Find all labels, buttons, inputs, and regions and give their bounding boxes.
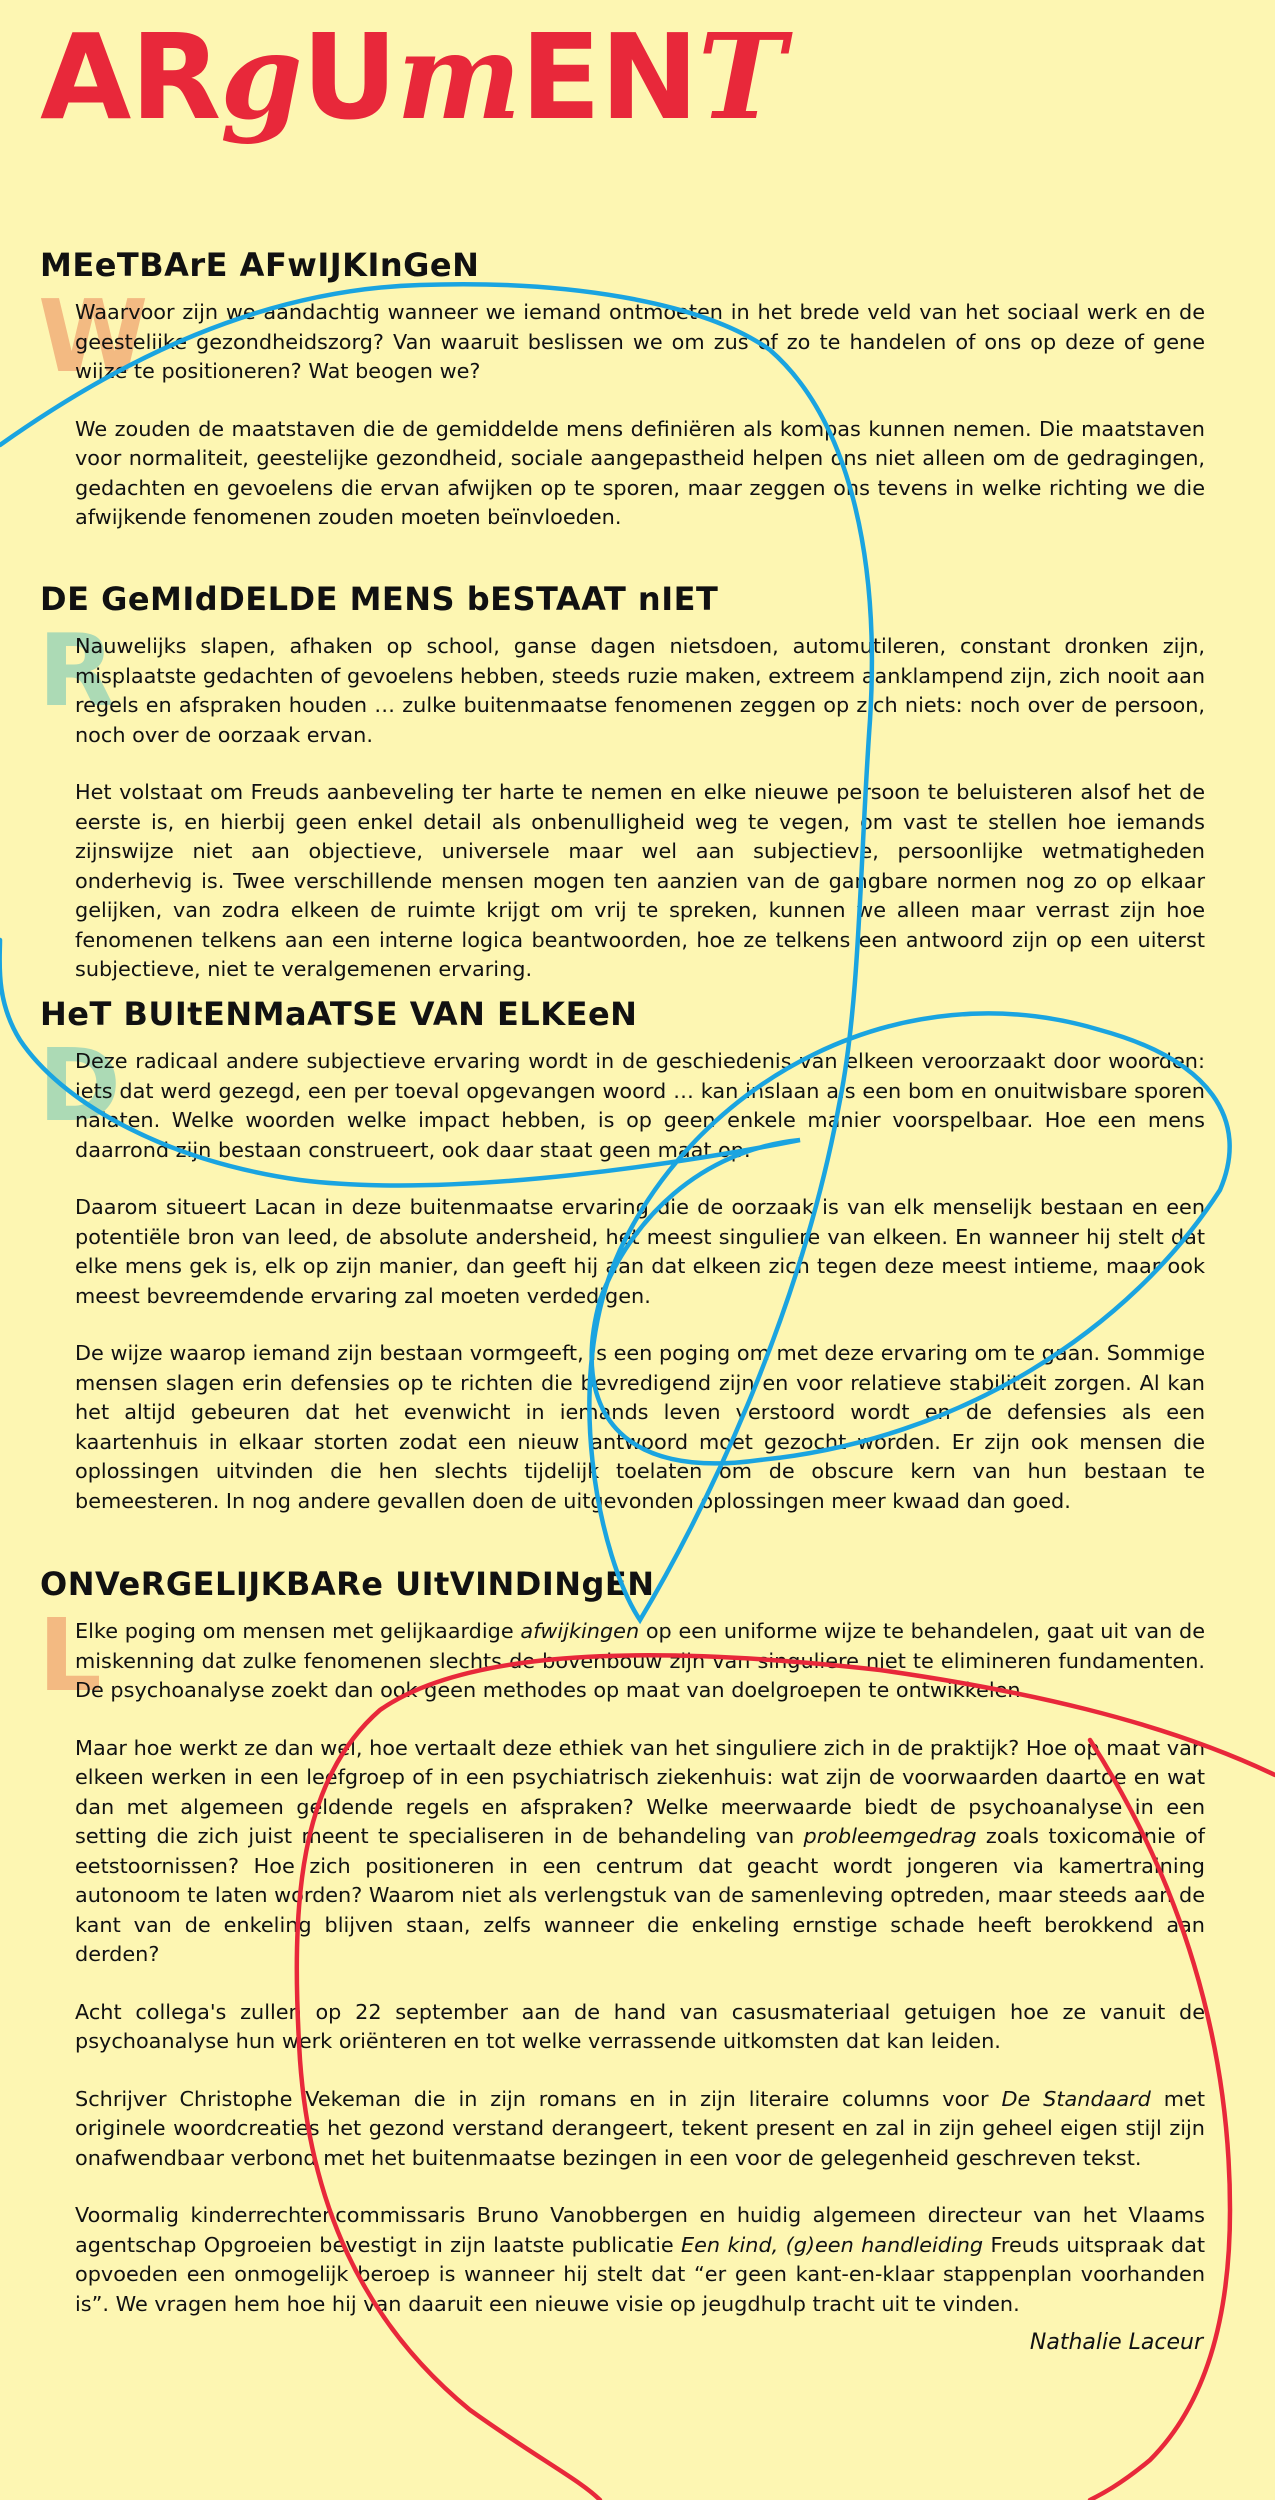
page-title — [40, 7, 785, 146]
section-heading: HeT BUItENMaATSE VAN ELKEeN — [40, 995, 638, 1033]
paragraph: Nauwelijks slapen, afhaken op school, ganse dagen nietsdoen, automutileren, constant dronken zijn, misplaatste gedachten of gevoelens hebben, steeds ruzie maken, extreem aanklampend zijn, zich nooit aan regels en afspraken houden … zulke buitenmaatse fenomenen zeggen op zich niets: noch over de persoon, noch over de oorzaak ervan. — [75, 634, 1205, 747]
paragraph: Schrijver Christophe Vekeman die in zijn romans en in zijn literaire columns voor De Standaard met originele woordcreaties het gezond verstand derangeert, tekent present en zal in zijn geheel eigen stijl zijn onafwendbaar verbond met het buitenmaatse bezingen in een voor de gelegenheid geschreven tekst. — [75, 2086, 1205, 2170]
section-heading: MEeTBArE AFwIJKInGeN — [40, 246, 480, 284]
section-body — [75, 632, 1205, 1013]
section-body — [75, 298, 1205, 561]
dropcap-letter: R — [38, 612, 116, 729]
paragraph: Waarvoor zijn we aandachtig wanneer we iemand ontmoeten in het brede veld van het sociaal werk en de geestelijke gezondheidszorg? Van waaruit beslissen we om zus of zo te handelen of ons op deze of gene wijze te positioneren? Wat beogen we? — [75, 300, 1205, 383]
paragraph: De wijze waarop iemand zijn bestaan vormgeeft, is een poging om met deze ervaring om te gaan. Sommige mensen slagen erin defensies op te richten die bevredigend zijn en voor relatieve stabiliteit zorgen. Al kan het altijd gebeuren dat het evenwicht in iemands leven verstoord wordt en de defensies als een kaartenhuis in elkaar storten zodat een nieuw antwoord moet gezocht worden. Er zijn ook mensen die oplossingen uitvinden die hen slechts tijdelijk toelaten om de obscure kern van hun bestaan te bemeesteren. In nog andere gevallen doen de uitgevonden oplossingen meer kwaad dan goed. — [75, 1341, 1205, 1513]
title-letter: N — [600, 8, 698, 146]
title-letter: m — [396, 7, 521, 146]
title-letter: A — [40, 8, 131, 146]
author-signature: Nathalie Laceur — [1029, 2330, 1203, 2355]
section-body — [75, 1047, 1205, 1544]
title-letter: T — [697, 7, 785, 146]
paragraph: Het volstaat om Freuds aanbeveling ter harte te nemen en elke nieuwe persoon te beluisteren alsof het de eerste is, en hierbij geen enkel detail als onbenulligheid weg te vegen, om vast te stellen hoe iemands zijnswijze niet aan objectieve, universele maar wel aan subjectieve, persoonlijke wetmatigheden onderhevig is. Twee verschillende mensen mogen ten aanzien van de gangbare normen nog zo op elkaar gelijken, van zodra elkeen de ruimte krijgt om vrij te spreken, kunnen we alleen maar verrast zijn hoe fenomenen telkens aan een interne logica beantwoorden, hoe ze telkens een antwoord zijn op een uiterst subjectieve, niet te veralgemenen ervaring. — [75, 780, 1205, 981]
dropcap-letter: D — [38, 1027, 122, 1144]
paragraph: Deze radicaal andere subjectieve ervaring wordt in de geschiedenis van elkeen veroorzaakt door woorden: iets dat werd gezegd, een per toeval opgevangen woord … kan inslaan als een bom en onuitwisbare sporen nalaten. Welke woorden welke impact hebben, is op geen enkele manier voorspelbaar. Hoe een mens daarrond zijn bestaan construeert, ook daar staat geen maat op. — [75, 1049, 1205, 1162]
paragraph: Elke poging om mensen met gelijkaardige afwijkingen op een uniforme wijze te behandelen, gaat uit van de miskenning dat zulke fenomenen slechts de bovenbouw zijn van singuliere niet te elimineren fundamenten. De psychoanalyse zoekt dan ook geen methodes op maat van doelgroepen te ontwikkelen. — [75, 1619, 1206, 1702]
title-letter: U — [301, 8, 397, 146]
paragraph: Acht collega's zullen op 22 september aan de hand van casusmateriaal getuigen hoe ze vanuit de psychoanalyse hun werk oriënteren en tot welke verrassende uitkomsten dat kan leiden. — [75, 1999, 1205, 2053]
paragraph: Voormalig kinderrechtencommissaris Bruno Vanobbergen en huidig algemeen directeur van het Vlaams agentschap Opgroeien bevestigt in zijn laatste publicatie Een kind, (g)een handleiding Freuds uitspraak dat opvoeden een onmogelijk beroep is wanneer hij stelt dat “er geen kant-en-klaar stappenplan voorhanden is”. We vragen hem hoe hij van daaruit een nieuwe visie op jeugdhulp tracht uit te vinden. — [75, 2203, 1206, 2316]
title-letter: g — [220, 7, 302, 146]
title-letter: E — [520, 8, 601, 146]
paragraph: Daarom situeert Lacan in deze buitenmaatse ervaring die de oorzaak is van elk menselijk bestaan en een potentiële bron van leed, de absolute andersheid, het meest singuliere van elkeen. En wanneer hij stelt dat elke mens gek is, elk op zijn manier, dan geeft hij aan dat elkeen zich tegen deze meest intieme, maar ook meest bevreemdende ervaring zal moeten verdedigen. — [75, 1195, 1205, 1308]
paragraph: We zouden de maatstaven die de gemiddelde mens definiëren als kompas kunnen nemen. Die maatstaven voor normaliteit, geestelijke gezondheid, sociale aangepastheid helpen ons niet alleen om de gedragingen, gedachten en gevoelens die ervan afwijken op te sporen, maar zeggen ons tevens in welke richting we die afwijkende fenomenen zouden moeten beïnvloeden. — [75, 416, 1205, 529]
section-heading: ONVeRGELIJKBARe UItVINDINgEN — [40, 1565, 655, 1603]
paragraph: Maar hoe werkt ze dan wel, hoe vertaalt deze ethiek van het singuliere zich in de praktijk? Hoe op maat van elkeen werken in een leefgroep of in een psychiatrisch ziekenhuis: wat zijn de voorwaarden daartoe en wat dan met algemeen geldende regels en afspraken? Welke meerwaarde biedt de psychoanalyse in een setting die zich juist meent te specialiseren in de behandeling van probleemgedrag zoals toxicomanie of eetstoornissen? Hoe zich positioneren in een centrum dat geacht wordt jongeren via kamertraining autonoom te laten worden? Waarom niet als verlengstuk van de samenleving optreden, maar steeds aan de kant van de enkeling blijven staan, zelfs wanneer die enkeling ernstige schade heeft berokkend aan derden? — [75, 1735, 1205, 1966]
dropcap-letter: L — [38, 1597, 102, 1714]
dropcap-letter: W — [38, 278, 149, 395]
section-body — [75, 1617, 1205, 2347]
section-heading: DE GeMIdDELDE MENS bESTAAT nIET — [40, 580, 719, 618]
title-letter: R — [130, 8, 221, 146]
